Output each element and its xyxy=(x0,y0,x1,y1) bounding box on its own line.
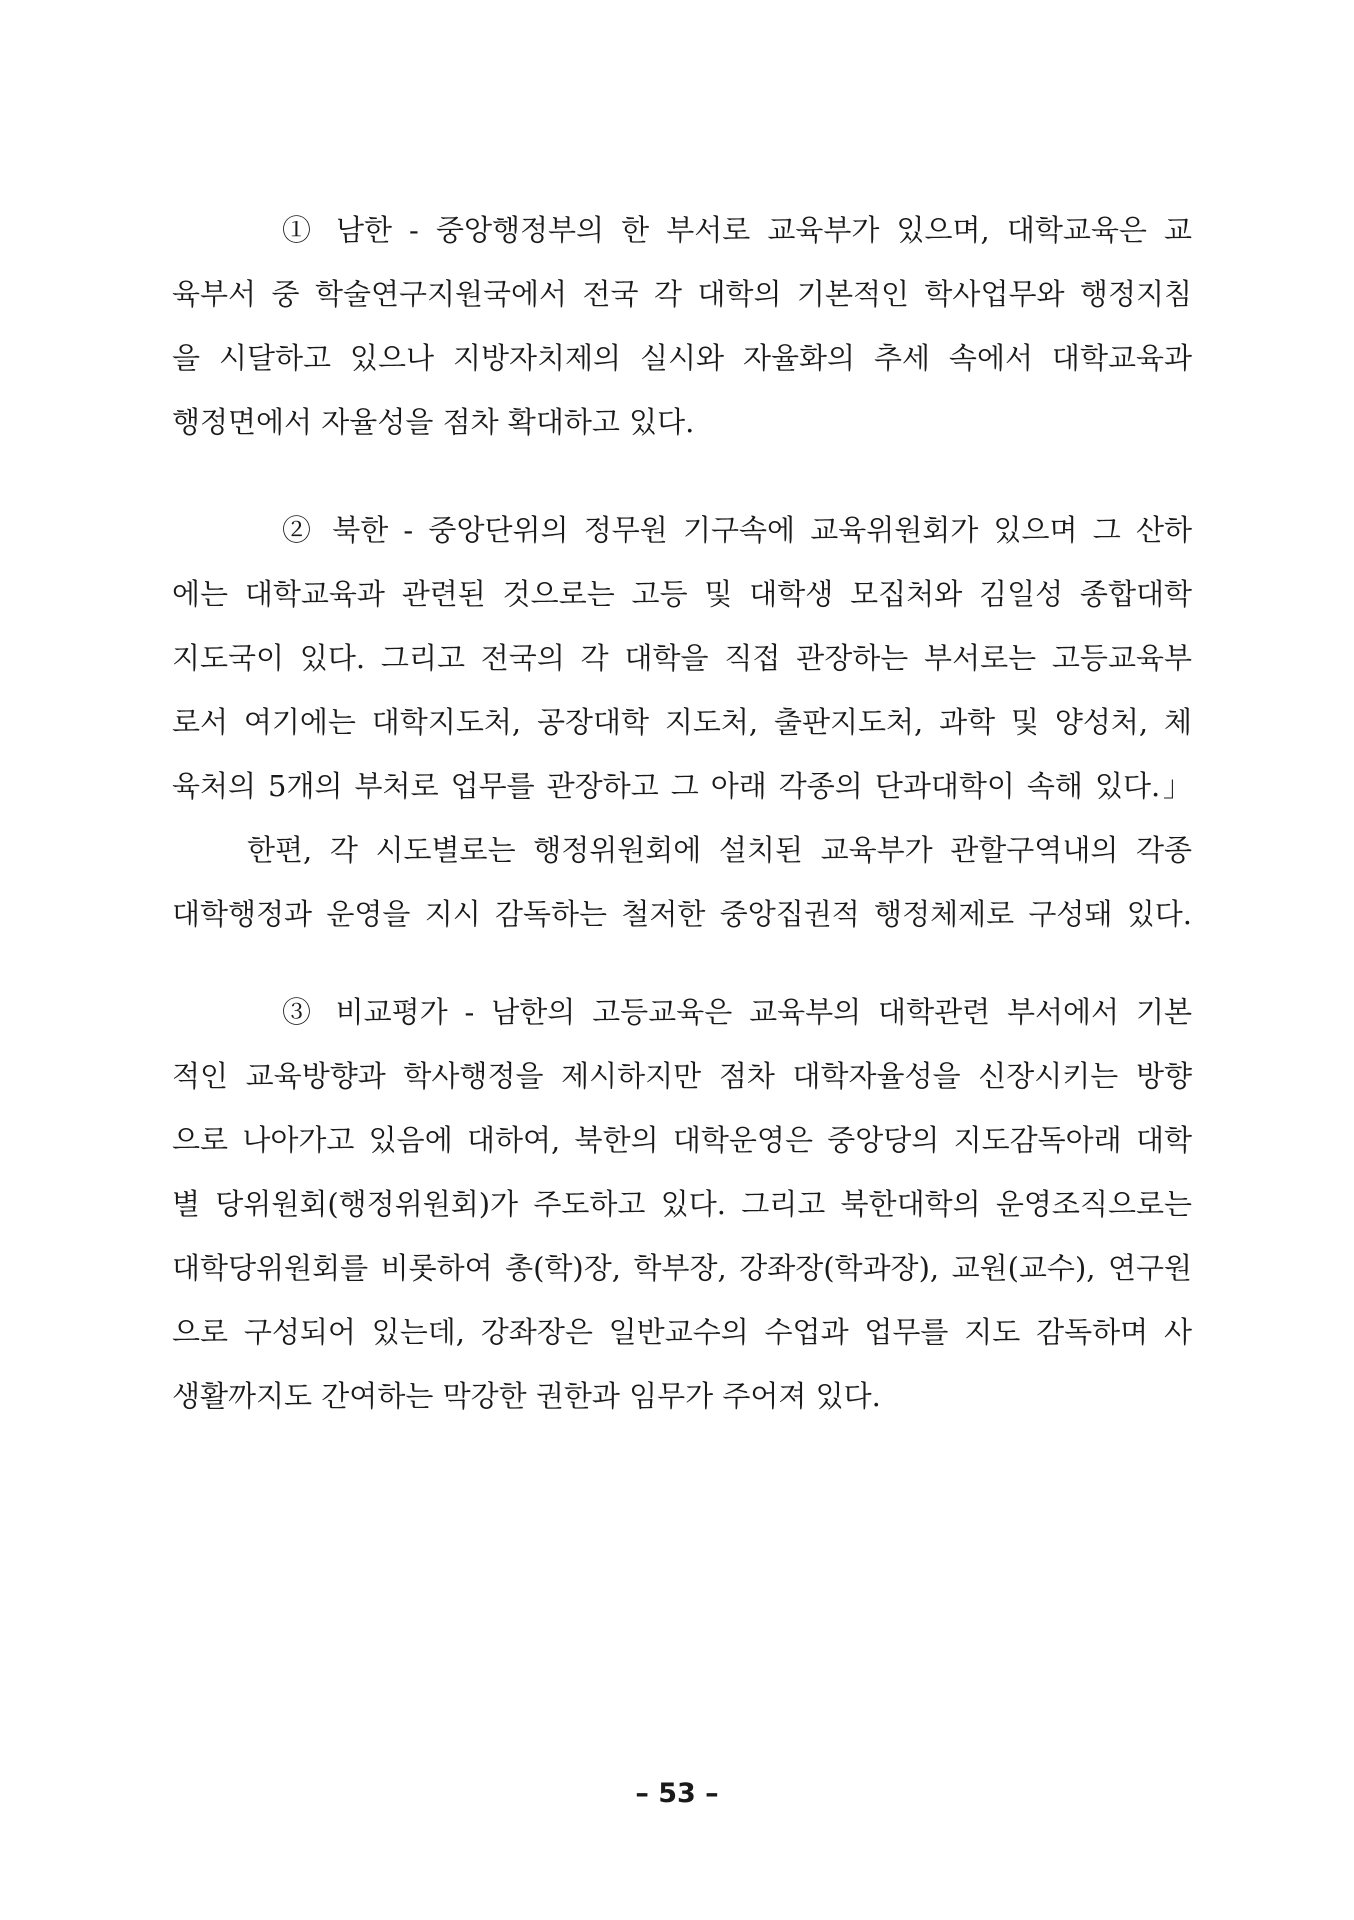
paragraph-line: 으로 나아가고 있음에 대하여, 북한의 대학운영은 중앙당의 지도감독아래 대학 xyxy=(172,1123,1192,1157)
paragraph-line: 생활까지도 간여하는 막강한 권한과 임무가 주어져 있다. xyxy=(172,1379,881,1413)
section-comparison xyxy=(172,980,1192,1428)
paragraph-line: 한편, 각 시도별로는 행정위원회에 설치된 교육부가 관할구역내의 각종 xyxy=(247,833,1192,867)
paragraph-line: ① 남한 - 중앙행정부의 한 부서로 교육부가 있으며, 대학교육은 교 xyxy=(282,213,1192,247)
paragraph-line: 적인 교육방향과 학사행정을 제시하지만 점차 대학자율성을 신장시키는 방향 xyxy=(172,1059,1192,1093)
paragraph-line: ② 북한 - 중앙단위의 정무원 기구속에 교육위원회가 있으며 그 산하 xyxy=(282,513,1192,547)
paragraph-line: 행정면에서 자율성을 점차 확대하고 있다. xyxy=(172,405,695,439)
section-south-korea xyxy=(172,198,1192,454)
paragraph-line: 에는 대학교육과 관련된 것으로는 고등 및 대학생 모집처와 김일성 종합대학 xyxy=(172,577,1192,611)
paragraph-line: 을 시달하고 있으나 지방자치제의 실시와 자율화의 추세 속에서 대학교육과 xyxy=(172,341,1192,375)
paragraph-line: 대학당위원회를 비롯하여 총(학)장, 학부장, 강좌장(학과장), 교원(교수), 연구원 xyxy=(172,1251,1192,1285)
section-north-korea xyxy=(172,498,1192,946)
paragraph-line: 로서 여기에는 대학지도처, 공장대학 지도처, 출판지도처, 과학 및 양성처, 체 xyxy=(172,705,1192,739)
page-number: – 53 – xyxy=(635,1778,719,1809)
paragraph-line: 육처의 5개의 부처로 업무를 관장하고 그 아래 각종의 단과대학이 속해 있다.」 xyxy=(172,769,1192,803)
paragraph-line: ③ 비교평가 - 남한의 고등교육은 교육부의 대학관련 부서에서 기본 xyxy=(282,995,1192,1029)
paragraph-line: 지도국이 있다. 그리고 전국의 각 대학을 직접 관장하는 부서로는 고등교육부 xyxy=(172,641,1192,675)
paragraph-line: 대학행정과 운영을 지시 감독하는 철저한 중앙집권적 행정체제로 구성돼 있다. xyxy=(172,897,1192,931)
paragraph-line: 으로 구성되어 있는데, 강좌장은 일반교수의 수업과 업무를 지도 감독하며 사 xyxy=(172,1315,1192,1349)
paragraph-line: 육부서 중 학술연구지원국에서 전국 각 대학의 기본적인 학사업무와 행정지침 xyxy=(172,277,1192,311)
paragraph-line: 별 당위원회(행정위원회)가 주도하고 있다. 그리고 북한대학의 운영조직으로는 xyxy=(172,1187,1192,1221)
